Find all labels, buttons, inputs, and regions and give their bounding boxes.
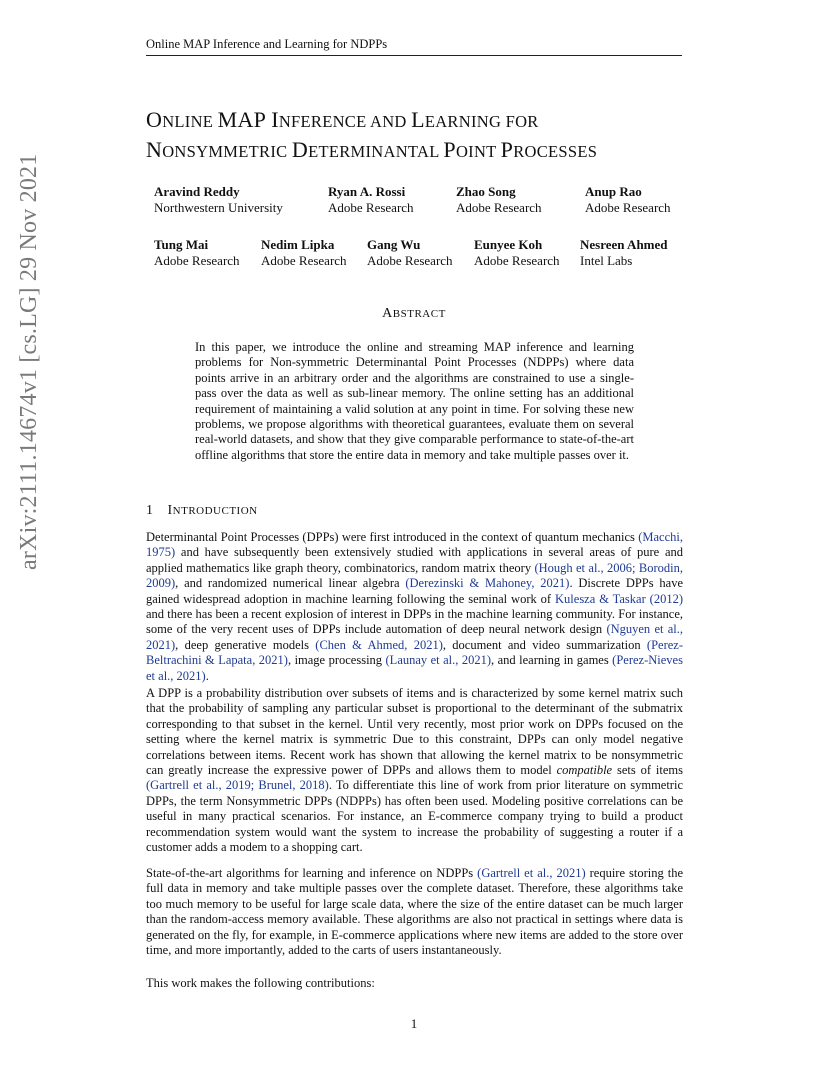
- section-title-initial: I: [167, 503, 173, 518]
- author-affiliation: Adobe Research: [456, 199, 542, 215]
- author-affiliation: Adobe Research: [328, 199, 414, 215]
- body-text: require storing the full data in memory and take multiple passes over the complete dataset. Therefore, these algorithms take too much memory to be useful for large scale data, where the size of the entire dataset can be much larger than the random-access memory available. These algorithms are also not practical in settings where data is generated on the fly, for example, in E-commerce applications where new items are added to the store over time, and more importantly, added to the carts of users instantaneously.: [146, 866, 683, 958]
- author-name: Zhao Song: [456, 184, 516, 199]
- body-text: . To differentiate this line of work from prior literature on symmetric DPPs, the term Nonsymmetric DPPs (NDPPs) has often been used. Modeling positive correlations can be useful in many practical scenarios. For instance, an E-commerce company trying to build a product recommendation system would want the system to increase the probability of suggesting a router if a customer adds a modem to a shopping cart.: [146, 778, 683, 855]
- section-number: 1: [146, 503, 154, 518]
- intro-paragraph-1: [146, 530, 683, 684]
- body-text: Determinantal Point Processes (DPPs) were first introduced in the context of quantum mechanics: [146, 530, 639, 544]
- author-block: [367, 237, 453, 268]
- author-affiliation: Adobe Research: [474, 252, 560, 268]
- body-text: . Discrete DPPs have gained widespread adoption in machine learning following the seminal work of: [146, 576, 684, 606]
- intro-paragraph-2: [146, 686, 683, 855]
- author-affiliation: Northwestern University: [154, 199, 283, 215]
- author-affiliation: Adobe Research: [367, 252, 453, 268]
- emphasis-text: compatible: [556, 763, 613, 778]
- author-name: Nesreen Ahmed: [580, 237, 668, 252]
- title-run: P: [443, 137, 456, 162]
- title-run: ONSYMMETRIC: [162, 142, 292, 161]
- author-name: Gang Wu: [367, 237, 421, 252]
- body-text: , and learning in games: [491, 653, 613, 668]
- citation-link[interactable]: (Macchi, 1975): [146, 530, 683, 560]
- body-text: , image processing: [287, 653, 386, 668]
- abstract-heading-rest: BSTRACT: [392, 308, 446, 320]
- citation-link[interactable]: (Perez-Beltrachini & Lapata, 2021): [146, 637, 683, 668]
- body-text: , document and video summarization: [442, 637, 647, 652]
- body-text: A DPP is a probability distribution over subsets of items and is characterized by some kernel matrix such that the probability of sampling any particular subset is proportional to the determinant of the submatrix corresponding to that subset in the kernel. Until very recently, most prior work on DPPs focused on the setting where the kernel matrix is symmetric Due to this constraint, DPPs can only model negative correlations between items. Recent work has shown that allowing the kernel matrix to be nonsymmetric can greatly increase the expressive power of DPPs and allows them to model: [146, 686, 683, 778]
- author-name: Nedim Lipka: [261, 237, 335, 252]
- arxiv-stamp: arXiv:2111.14674v1 [cs.LG] 29 Nov 2021: [16, 153, 42, 570]
- citation-link[interactable]: (Perez-Nieves et al., 2021): [146, 653, 683, 683]
- title-run: O: [146, 107, 163, 132]
- paper-title: [146, 106, 706, 166]
- citation-link[interactable]: Kulesza & Taskar (2012): [555, 591, 683, 606]
- author-name: Tung Mai: [154, 237, 209, 252]
- citation-link[interactable]: (Derezinski & Mahoney, 2021): [405, 576, 570, 591]
- author-name: Ryan A. Rossi: [328, 184, 406, 199]
- author-affiliation: Adobe Research: [154, 252, 240, 268]
- title-run: EARNING FOR: [424, 112, 539, 131]
- title-run: NLINE: [162, 112, 218, 131]
- section-title-rest: NTRODUCTION: [172, 505, 258, 517]
- author-name: Anup Rao: [585, 184, 642, 199]
- citation-link[interactable]: (Nguyen et al., 2021): [146, 622, 684, 652]
- title-run: L: [411, 107, 425, 132]
- title-run: MAP I: [217, 107, 279, 132]
- body-text: and have subsequently been extensively studied with applications in several areas of pure and applied mathematics like graph theory, combinatorics, random matrix theory: [146, 545, 683, 575]
- title-run: P: [500, 137, 514, 162]
- author-affiliation: Adobe Research: [585, 199, 671, 215]
- author-name: Aravind Reddy: [154, 184, 240, 199]
- title-line-2: [146, 136, 706, 166]
- citation-link[interactable]: (Gartrell et al., 2021): [477, 866, 586, 880]
- author-name: Eunyee Koh: [474, 237, 543, 252]
- title-run: OINT: [455, 142, 501, 161]
- abstract-heading-initial: A: [382, 306, 393, 321]
- intro-paragraph-3: [146, 866, 683, 958]
- title-run: D: [291, 137, 309, 162]
- author-affiliation: Adobe Research: [261, 252, 347, 268]
- author-block: [474, 237, 560, 268]
- body-text: This work makes the following contributions:: [146, 976, 375, 990]
- intro-paragraph-4: [146, 976, 683, 991]
- citation-link[interactable]: (Chen & Ahmed, 2021): [315, 637, 443, 652]
- citation-link[interactable]: (Gartrell et al., 2019; Brunel, 2018): [146, 778, 329, 793]
- body-text: State-of-the-art algorithms for learning and inference on NDPPs: [146, 866, 478, 880]
- title-run: NFERENCE AND: [278, 112, 412, 131]
- body-text: , and randomized numerical linear algebra: [175, 576, 406, 591]
- page-number: 1: [410, 1016, 418, 1031]
- body-text: and there has been a recent explosion of interest in DPPs in the machine learning community. For instance, some of the very recent uses of DPPs include automation of deep neural network design: [146, 607, 683, 637]
- author-block: [154, 237, 240, 268]
- title-run: ETERMINANTAL: [308, 142, 444, 161]
- title-run: N: [146, 137, 163, 162]
- body-text: , deep generative models: [175, 637, 316, 652]
- author-block: [585, 184, 671, 215]
- citation-link[interactable]: (Launay et al., 2021): [385, 653, 492, 668]
- running-head: Online MAP Inference and Learning for NDPPs: [146, 37, 682, 56]
- abstract-heading: [0, 306, 828, 322]
- author-block: [261, 237, 347, 268]
- author-block: [154, 184, 283, 215]
- author-affiliation: Intel Labs: [580, 252, 633, 268]
- section-heading-introduction: [146, 503, 258, 519]
- title-line-1: [146, 106, 706, 136]
- citation-link[interactable]: (Hough et al., 2006; Borodin, 2009): [146, 560, 683, 591]
- body-text: .: [205, 668, 209, 683]
- body-text: sets of items: [612, 763, 683, 778]
- title-run: ROCESSES: [513, 142, 598, 161]
- author-block: [328, 184, 414, 215]
- author-block: [580, 237, 668, 268]
- abstract-text: In this paper, we introduce the online and streaming MAP inference and learning problems for Non-symmetric Determinantal Point Processes (NDPPs) where data points arrive in an arbitrary order and the algorithms are constrained to use a single-pass over the data as well as sub-linear memory. The online setting has an additional requirement of maintaining a valid solution at any point in time. For solving these new problems, we propose algorithms with theoretical guarantees, evaluate them on several real-world datasets, and show that they give comparable performance to state-of-the-art offline algorithms that store the entire data in memory and take multiple passes over it.: [195, 340, 634, 462]
- author-block: [456, 184, 542, 215]
